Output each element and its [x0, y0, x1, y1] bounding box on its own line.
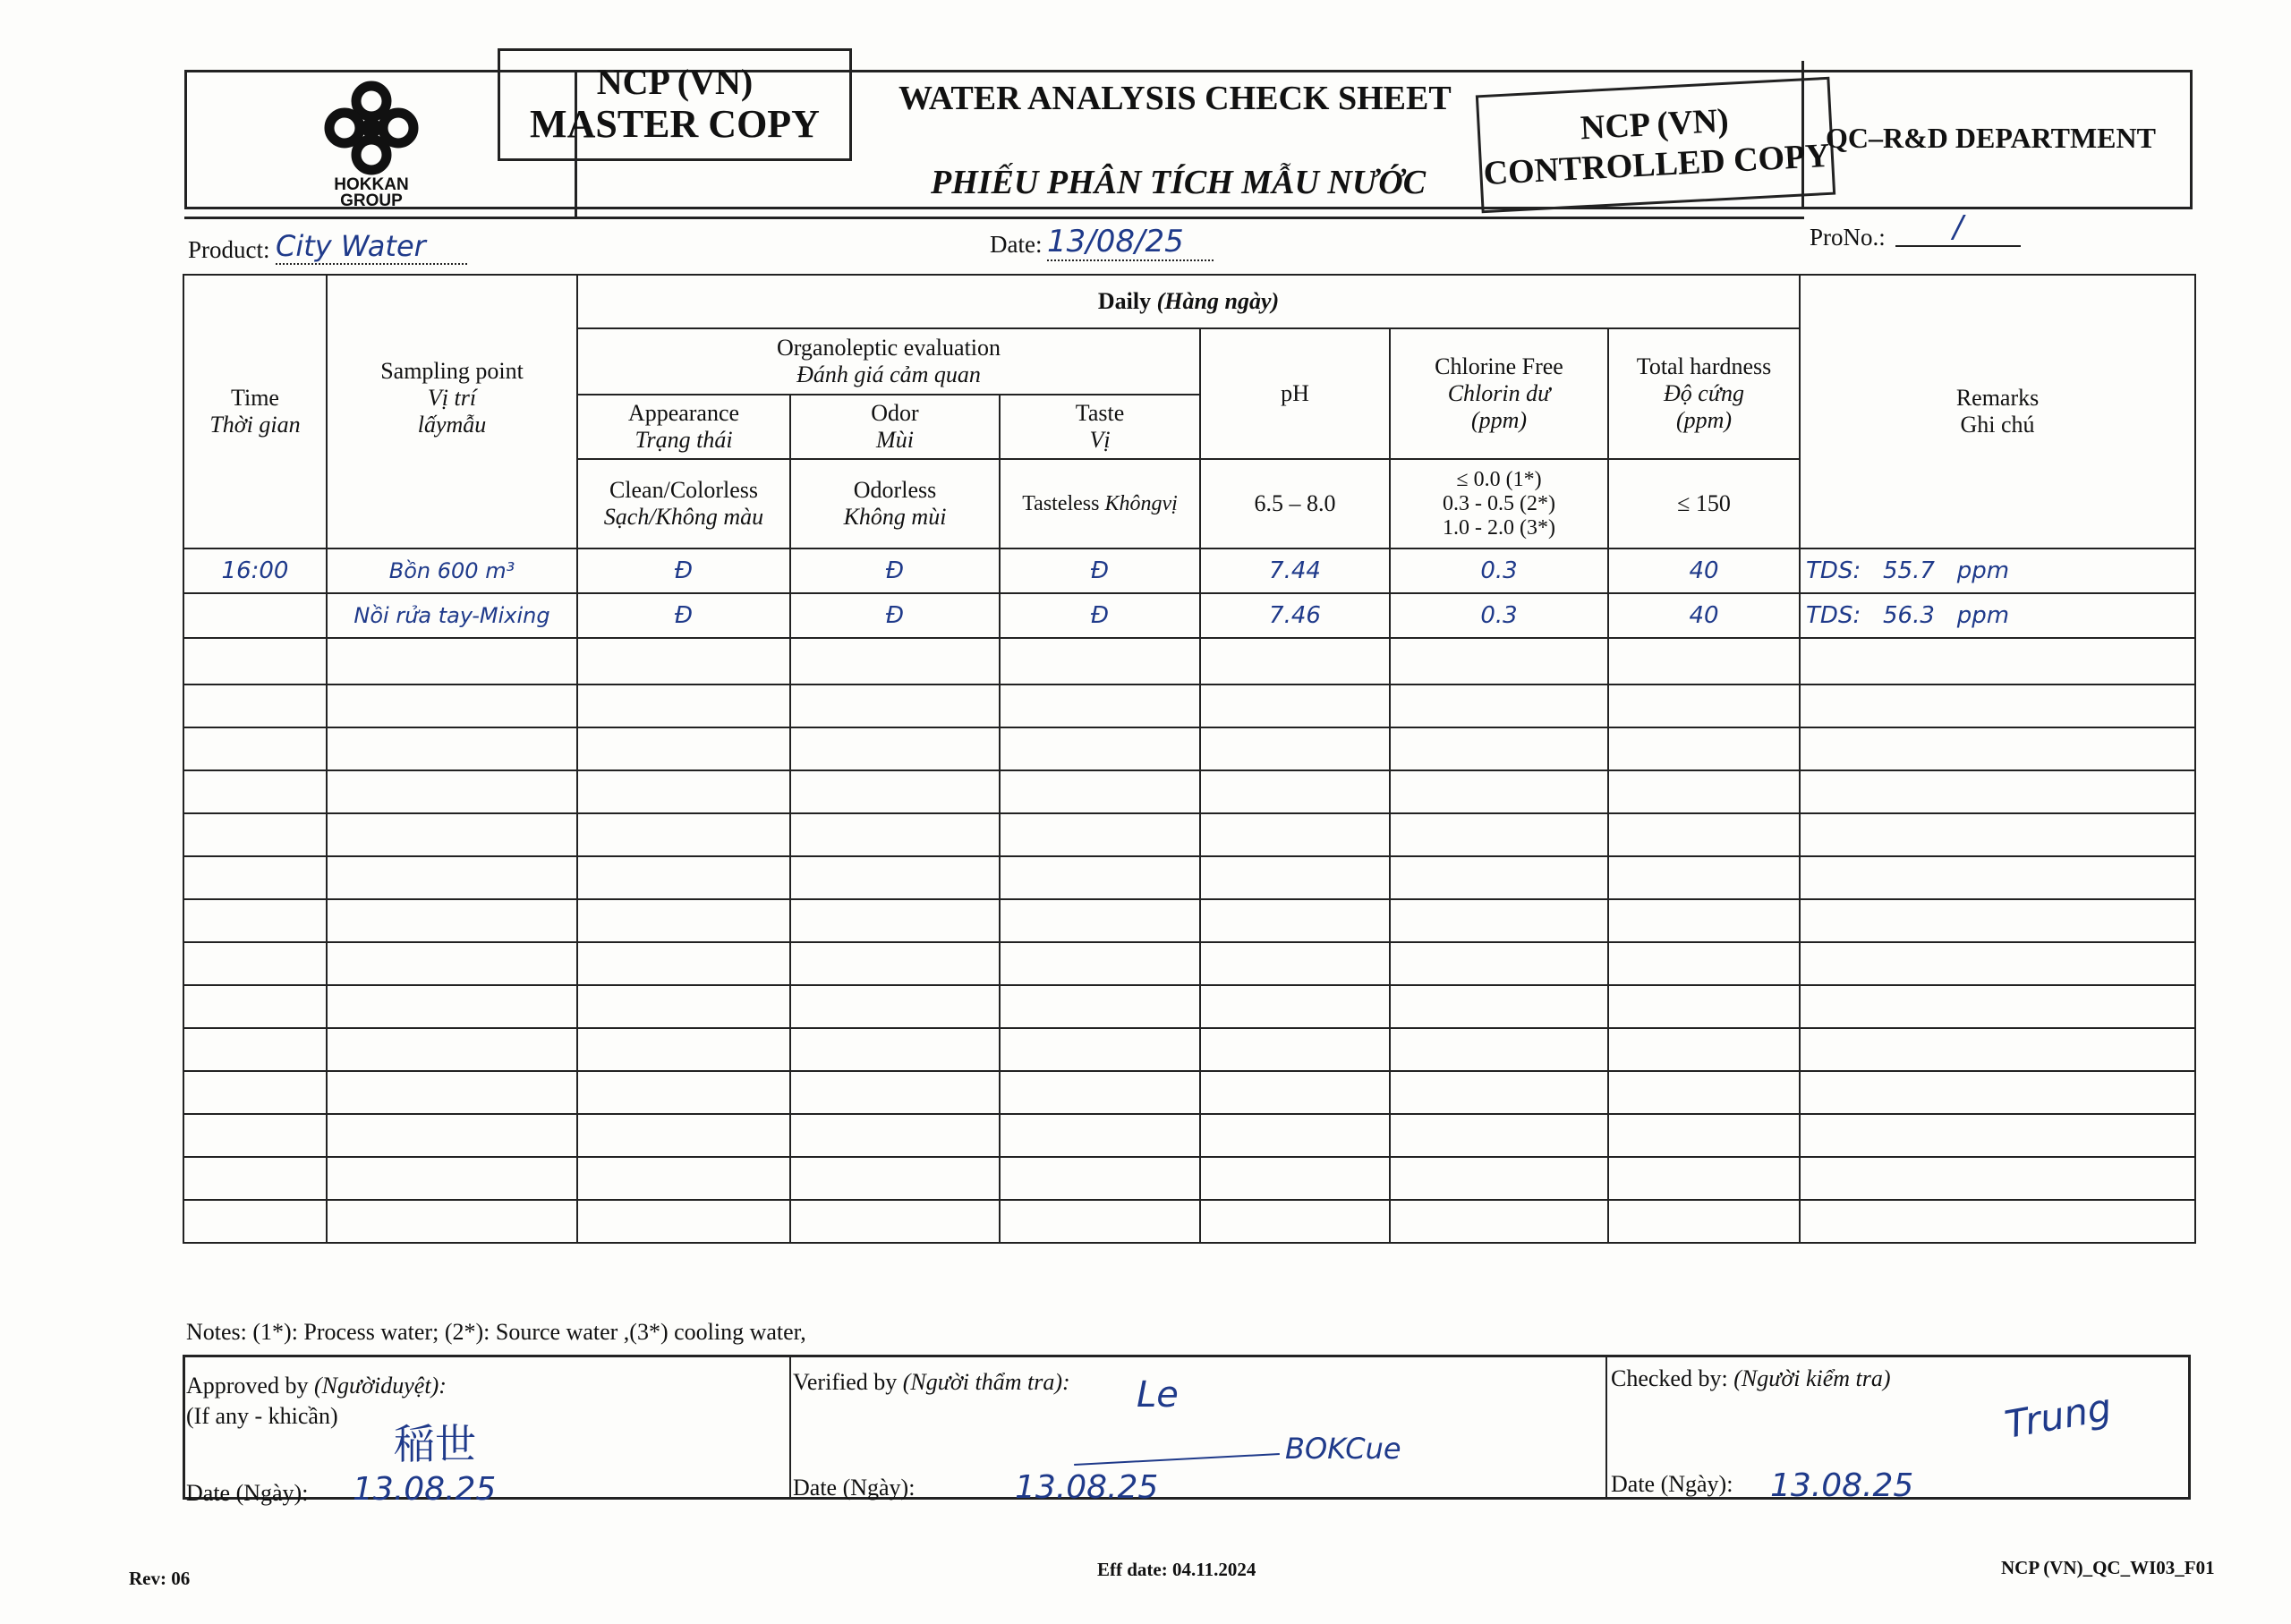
signature-divider-2: [1605, 1355, 1607, 1500]
cell-taste: [1000, 638, 1200, 684]
cell-taste: [1000, 1157, 1200, 1200]
cell-time: [183, 1028, 327, 1071]
cell-odor: [790, 1157, 1000, 1200]
sampling-header: [327, 275, 577, 548]
cell-hardness: [1608, 638, 1800, 684]
cell-time: [183, 593, 327, 638]
cell-point: [327, 1200, 577, 1243]
cell-remarks: [1800, 1157, 2195, 1200]
cell-ph: [1200, 727, 1390, 770]
cell-point: [327, 684, 577, 727]
cell-remarks: [1800, 1200, 2195, 1243]
cell-remarks: [1800, 684, 2195, 727]
approved-label-en: Approved by: [186, 1373, 309, 1399]
table-row: [183, 1028, 2195, 1071]
cell-chlorine: [1390, 684, 1608, 727]
cell-ph: [1200, 813, 1390, 856]
appearance-standard: [577, 459, 790, 548]
verified-date: 13.08.25: [1015, 1469, 1159, 1506]
cell-taste: [1000, 1114, 1200, 1157]
cell-odor: [790, 1200, 1000, 1243]
cell-hardness: [1608, 1114, 1800, 1157]
odor-header-en: Odor: [871, 400, 919, 426]
cell-chlorine: [1390, 638, 1608, 684]
odor-standard-vn: Không mùi: [843, 504, 947, 530]
cell-appearance: [577, 684, 790, 727]
cell-taste: [1000, 770, 1200, 813]
cell-hardness: [1608, 770, 1800, 813]
product-value: City Water: [276, 229, 467, 265]
ph-standard: [1200, 459, 1390, 548]
taste-standard-vn: Khôngvị: [1104, 491, 1178, 515]
cell-taste: [1000, 856, 1200, 899]
cell-point: [327, 1028, 577, 1071]
cell-appearance: [577, 985, 790, 1028]
approved-label-vn: (Ngườiduyệt):: [313, 1373, 447, 1399]
cell-time: [183, 1114, 327, 1157]
cell-ph: [1200, 638, 1390, 684]
cell-ph: [1200, 1114, 1390, 1157]
cell-appearance: [577, 813, 790, 856]
cell-chlorine: [1390, 770, 1608, 813]
organoleptic-header: [577, 328, 1200, 395]
chlorine-header-vn: Chlorin dư: [1447, 380, 1551, 406]
cell-hardness: [1608, 684, 1800, 727]
time-header-en: Time: [231, 385, 279, 411]
cell-remarks: [1800, 1028, 2195, 1071]
taste-standard: [1000, 459, 1200, 548]
remarks-header: [1800, 275, 2195, 548]
checked-label: [1611, 1365, 1891, 1392]
cell-point: [327, 985, 577, 1028]
cell-remarks: [1800, 1071, 2195, 1114]
cell-chlorine: [1390, 1028, 1608, 1071]
cell-point: [327, 813, 577, 856]
cell-appearance: [577, 856, 790, 899]
appearance-standard-en: Clean/Colorless: [609, 477, 759, 503]
cell-taste: [1000, 942, 1200, 985]
chlorine-standard: [1390, 459, 1608, 548]
cell-taste: [1000, 1200, 1200, 1243]
cell-time: [183, 813, 327, 856]
odor-header-vn: Mùi: [876, 427, 914, 453]
time-header-vn: Thời gian: [209, 412, 301, 438]
checked-date-label: Date (Ngày):: [1611, 1471, 1733, 1497]
table-row: [183, 638, 2195, 684]
sampling-header-vn2: lấymẫu: [417, 412, 487, 438]
cell-time: [183, 899, 327, 942]
hardness-header-en: Total hardness: [1636, 353, 1772, 379]
cell-chlorine: [1390, 1157, 1608, 1200]
cell-hardness: [1608, 727, 1800, 770]
cell-remarks: [1800, 727, 2195, 770]
approved-ifany: (If any - khicần): [186, 1403, 338, 1429]
daily-header-vn: (Hàng ngày): [1156, 288, 1280, 314]
table-row: [183, 548, 2195, 593]
table-row: [183, 942, 2195, 985]
cell-remarks: TDS: 56.3 ppm: [1800, 593, 2195, 638]
odor-header: [790, 395, 1000, 459]
table-row: [183, 593, 2195, 638]
cell-odor: [790, 813, 1000, 856]
cell-taste: [1000, 985, 1200, 1028]
controlled-copy-stamp-line1: NCP (VN): [1579, 101, 1730, 148]
cell-appearance: [577, 770, 790, 813]
revision: Rev: 06: [129, 1568, 191, 1589]
cell-appearance: Đ: [577, 548, 790, 593]
verified-signature-2: BOKCue: [1285, 1432, 1401, 1466]
cell-appearance: [577, 1114, 790, 1157]
verified-signature: Le: [1137, 1374, 1179, 1416]
ph-header: [1200, 328, 1390, 459]
ph-header-text: pH: [1281, 380, 1309, 406]
cell-odor: [790, 1028, 1000, 1071]
master-copy-stamp-line1: NCP (VN): [596, 62, 754, 102]
analysis-table: [183, 274, 2196, 1244]
taste-header-vn: Vị: [1089, 427, 1111, 453]
cell-ph: [1200, 1200, 1390, 1243]
cell-remarks: [1800, 770, 2195, 813]
approved-date-label: Date (Ngày):: [186, 1480, 309, 1506]
verified-label-en: Verified by: [793, 1369, 898, 1395]
cell-ph: [1200, 770, 1390, 813]
approved-signature: 稲世: [394, 1420, 476, 1468]
cell-odor: [790, 1071, 1000, 1114]
appearance-header-vn: Trạng thái: [634, 427, 733, 453]
hardness-standard: [1608, 459, 1800, 548]
cell-point: [327, 770, 577, 813]
sampling-header-en: Sampling point: [380, 358, 524, 384]
cell-time: [183, 856, 327, 899]
cell-chlorine: [1390, 1114, 1608, 1157]
controlled-copy-stamp: [1476, 77, 1835, 214]
title-vn: PHIẾU PHÂN TÍCH MẪU NƯỚC: [931, 164, 1427, 201]
cell-taste: [1000, 684, 1200, 727]
taste-header: [1000, 395, 1200, 459]
cell-appearance: [577, 727, 790, 770]
cell-time: [183, 1200, 327, 1243]
cell-time: [183, 727, 327, 770]
time-header: [183, 275, 327, 548]
cell-remarks: TDS: 55.7 ppm: [1800, 548, 2195, 593]
cell-remarks: [1800, 638, 2195, 684]
cell-appearance: [577, 1071, 790, 1114]
organoleptic-header-en: Organoleptic evaluation: [776, 335, 1001, 361]
chlorine-standard-2: 0.3 - 0.5 (2*): [1443, 491, 1555, 515]
cell-taste: [1000, 1028, 1200, 1071]
cell-point: [327, 942, 577, 985]
daily-header-en: Daily: [1097, 288, 1152, 314]
cell-chlorine: [1390, 985, 1608, 1028]
cell-time: [183, 770, 327, 813]
cell-chlorine: 0.3: [1390, 593, 1608, 638]
effective-date: Eff date: 04.11.2024: [1097, 1559, 1256, 1580]
cell-time: 16:00: [183, 548, 327, 593]
cell-ph: [1200, 942, 1390, 985]
cell-chlorine: [1390, 1200, 1608, 1243]
odor-standard: [790, 459, 1000, 548]
taste-standard-en: Tasteless: [1022, 491, 1100, 515]
cell-time: [183, 985, 327, 1028]
daily-header: [577, 275, 1800, 328]
cell-chlorine: 0.3: [1390, 548, 1608, 593]
cell-point: [327, 1157, 577, 1200]
department-label: QC–R&D DEPARTMENT: [1826, 122, 2156, 154]
odor-standard-en: Odorless: [853, 477, 937, 503]
cell-appearance: [577, 1157, 790, 1200]
notes: Notes: (1*): Process water; (2*): Source water ,(3*) cooling water,: [186, 1319, 806, 1345]
cell-point: [327, 1114, 577, 1157]
chlorine-standard-1: ≤ 0.0 (1*): [1456, 467, 1542, 491]
date-label: Date:: [990, 231, 1043, 258]
cell-hardness: [1608, 985, 1800, 1028]
chlorine-header: [1390, 328, 1608, 459]
header-bottom-line: [184, 217, 1804, 219]
cell-hardness: [1608, 1028, 1800, 1071]
cell-point: Nồi rửa tay-Mixing: [327, 593, 577, 638]
hokkan-logo-icon: [322, 79, 421, 177]
cell-odor: Đ: [790, 593, 1000, 638]
chlorine-header-en: Chlorine Free: [1435, 353, 1563, 379]
logo-text-1: HOKKAN: [334, 175, 409, 194]
hardness-header-unit: (ppm): [1675, 407, 1733, 433]
cell-appearance: [577, 1200, 790, 1243]
cell-time: [183, 638, 327, 684]
cell-ph: [1200, 1157, 1390, 1200]
company-logo: [313, 77, 430, 211]
cell-ph: 7.44: [1200, 548, 1390, 593]
cell-remarks: [1800, 942, 2195, 985]
organoleptic-header-vn: Đánh giá cảm quan: [796, 361, 981, 387]
taste-header-en: Taste: [1075, 400, 1125, 426]
cell-taste: Đ: [1000, 548, 1200, 593]
hardness-header: [1608, 328, 1800, 459]
cell-odor: [790, 770, 1000, 813]
cell-odor: Đ: [790, 548, 1000, 593]
ph-standard-text: 6.5 – 8.0: [1254, 490, 1336, 516]
cell-remarks: [1800, 985, 2195, 1028]
cell-remarks: [1800, 899, 2195, 942]
table-row: [183, 856, 2195, 899]
table-row: [183, 727, 2195, 770]
sampling-header-vn1: Vị trí: [427, 385, 477, 411]
cell-odor: [790, 899, 1000, 942]
cell-hardness: [1608, 899, 1800, 942]
master-copy-stamp: [498, 48, 852, 161]
table-row: [183, 1157, 2195, 1200]
cell-appearance: [577, 638, 790, 684]
cell-odor: [790, 638, 1000, 684]
cell-appearance: [577, 942, 790, 985]
table-row: [183, 770, 2195, 813]
signature-divider-1: [789, 1355, 791, 1500]
table-row: [183, 813, 2195, 856]
cell-taste: Đ: [1000, 593, 1200, 638]
cell-ph: [1200, 684, 1390, 727]
product-label: Product:: [188, 236, 270, 263]
table-row: [183, 899, 2195, 942]
appearance-standard-vn: Sạch/Không màu: [603, 504, 764, 530]
cell-odor: [790, 985, 1000, 1028]
cell-odor: [790, 856, 1000, 899]
cell-hardness: [1608, 856, 1800, 899]
cell-hardness: [1608, 813, 1800, 856]
cell-ph: 7.46: [1200, 593, 1390, 638]
cell-remarks: [1800, 813, 2195, 856]
table-row: [183, 1071, 2195, 1114]
cell-point: [327, 638, 577, 684]
checked-signature: Trung: [2001, 1384, 2115, 1448]
cell-chlorine: [1390, 813, 1608, 856]
date-value: 13/08/25: [1047, 224, 1214, 261]
controlled-copy-stamp-line2: CONTROLLED COPY: [1482, 136, 1831, 193]
cell-hardness: 40: [1608, 548, 1800, 593]
cell-odor: [790, 684, 1000, 727]
data-rows: [183, 548, 2195, 1243]
verified-label-vn: (Người thẩm tra):: [902, 1369, 1070, 1395]
cell-time: [183, 1157, 327, 1200]
cell-odor: [790, 1114, 1000, 1157]
cell-odor: [790, 942, 1000, 985]
prono-label: ProNo.:: [1810, 224, 1886, 251]
chlorine-standard-3: 1.0 - 2.0 (3*): [1443, 515, 1555, 540]
approved-label: [186, 1373, 447, 1399]
cell-time: [183, 1071, 327, 1114]
cell-point: Bồn 600 m³: [327, 548, 577, 593]
prono-value: /: [1895, 209, 2021, 247]
master-copy-stamp-line2: MASTER COPY: [530, 102, 820, 146]
table-row: [183, 1114, 2195, 1157]
cell-chlorine: [1390, 1071, 1608, 1114]
cell-odor: [790, 727, 1000, 770]
title-en: WATER ANALYSIS CHECK SHEET: [899, 80, 1452, 117]
verified-date-label: Date (Ngày):: [793, 1475, 916, 1501]
hardness-header-vn: Độ cứng: [1664, 380, 1745, 406]
checked-date: 13.08.25: [1770, 1467, 1914, 1504]
table-row: [183, 985, 2195, 1028]
cell-hardness: [1608, 1200, 1800, 1243]
remarks-header-en: Remarks: [1955, 385, 2040, 411]
cell-taste: [1000, 813, 1200, 856]
cell-point: [327, 856, 577, 899]
cell-chlorine: [1390, 727, 1608, 770]
table-row: [183, 1200, 2195, 1243]
hardness-standard-text: ≤ 150: [1677, 490, 1731, 516]
cell-chlorine: [1390, 899, 1608, 942]
cell-taste: [1000, 727, 1200, 770]
appearance-header-en: Appearance: [627, 400, 740, 426]
cell-ph: [1200, 985, 1390, 1028]
cell-appearance: [577, 899, 790, 942]
cell-time: [183, 942, 327, 985]
approved-date: 13.08.25: [353, 1471, 497, 1508]
cell-ph: [1200, 1028, 1390, 1071]
cell-ph: [1200, 899, 1390, 942]
cell-ph: [1200, 1071, 1390, 1114]
cell-remarks: [1800, 856, 2195, 899]
cell-point: [327, 899, 577, 942]
cell-hardness: 40: [1608, 593, 1800, 638]
cell-hardness: [1608, 1071, 1800, 1114]
checked-label-vn: (Người kiểm tra): [1733, 1365, 1891, 1391]
cell-hardness: [1608, 1157, 1800, 1200]
remarks-header-vn: Ghi chú: [1960, 412, 2035, 438]
cell-appearance: Đ: [577, 593, 790, 638]
table-row: [183, 684, 2195, 727]
appearance-header: [577, 395, 790, 459]
cell-time: [183, 684, 327, 727]
cell-ph: [1200, 856, 1390, 899]
logo-text-2: GROUP: [340, 191, 403, 210]
cell-chlorine: [1390, 856, 1608, 899]
cell-taste: [1000, 899, 1200, 942]
verified-label: [793, 1369, 1070, 1396]
cell-chlorine: [1390, 942, 1608, 985]
cell-remarks: [1800, 1114, 2195, 1157]
cell-point: [327, 1071, 577, 1114]
chlorine-header-unit: (ppm): [1470, 407, 1528, 433]
checked-label-en: Checked by:: [1611, 1365, 1728, 1391]
cell-hardness: [1608, 942, 1800, 985]
document-code: NCP (VN)_QC_WI03_F01: [2001, 1557, 2215, 1578]
cell-point: [327, 727, 577, 770]
cell-taste: [1000, 1071, 1200, 1114]
cell-appearance: [577, 1028, 790, 1071]
